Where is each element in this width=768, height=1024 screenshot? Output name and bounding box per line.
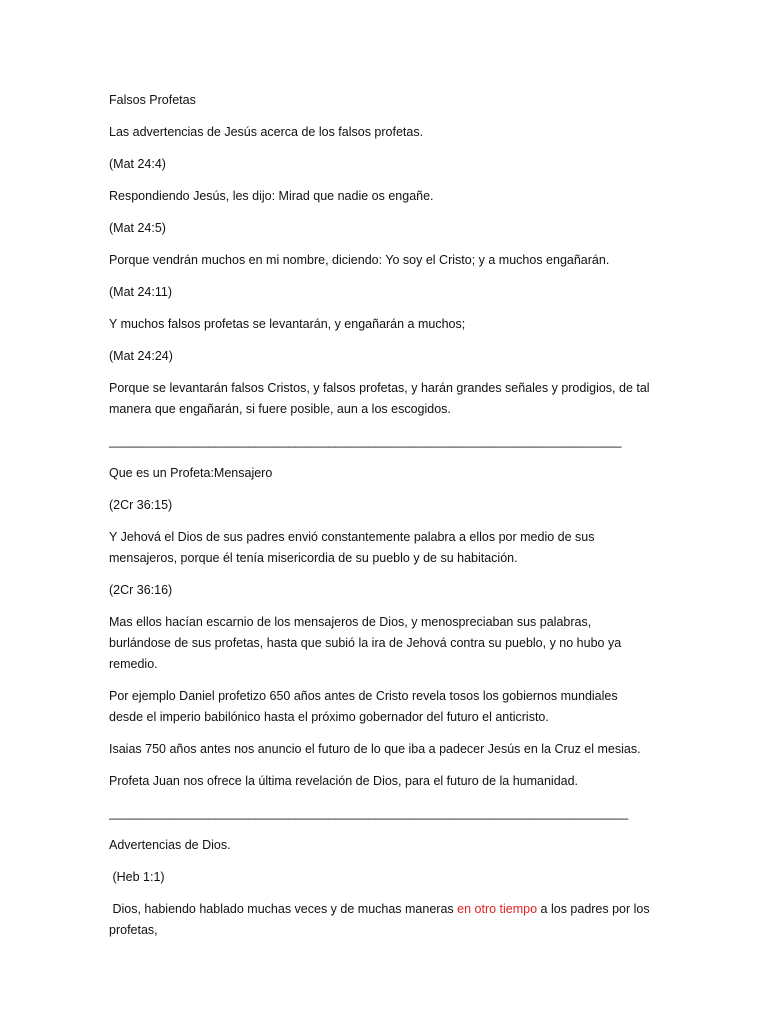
commentary-paragraph: Por ejemplo Daniel profetizo 650 años antes de Cristo revela tosos los gobiernos mundiales desde el imperio babilónico hasta el próximo gobernador del futuro el anticristo. — [109, 689, 618, 724]
verse-text: Y muchos falsos profetas se levantarán, y engañarán a muchos; — [109, 317, 466, 331]
document-body — [109, 90, 654, 952]
verse-reference: (2Cr 36:15) — [109, 498, 173, 512]
commentary-paragraph: Profeta Juan nos ofrece la última revelación de Dios, para el futuro de la humanidad. — [109, 774, 579, 788]
section-heading: Que es un Profeta:Mensajero — [109, 466, 273, 480]
verse-text — [109, 899, 654, 941]
verse-text: Porque se levantarán falsos Cristos, y falsos profetas, y harán grandes señales y prodigios, de tal manera que engañarán, si fuere posible, aun a los escogidos. — [109, 381, 650, 416]
verse-reference: (Heb 1:1) — [109, 870, 165, 884]
section-heading: Advertencias de Dios. — [109, 838, 231, 852]
verse-reference: (Mat 24:5) — [109, 221, 166, 235]
verse-reference: (Mat 24:11) — [109, 285, 172, 299]
verse-text: Y Jehová el Dios de sus padres envió constantemente palabra a ellos por medio de sus mensajeros, porque él tenía misericordia de su pueblo y de su habitación. — [109, 530, 595, 565]
verse-reference: (2Cr 36:16) — [109, 583, 173, 597]
highlighted-phrase: en otro tiempo — [457, 902, 538, 916]
divider-line: _____________________________________________________________________________ — [109, 434, 622, 448]
verse-text-end: a los padres por los profetas, — [109, 902, 654, 937]
paragraph-intro: Las advertencias de Jesús acerca de los falsos profetas. — [109, 125, 424, 139]
verse-text: Mas ellos hacían escarnio de los mensajeros de Dios, y menospreciaban sus palabras, burlándose de sus profetas, hasta que subió la ira de Jehová contra su pueblo, y no hubo ya remedio. — [109, 615, 622, 671]
verse-reference: (Mat 24:4) — [109, 157, 166, 171]
verse-text-start: Dios, habiendo hablado muchas veces y de muchas maneras — [109, 902, 458, 916]
divider-line: ______________________________________________________________________________ — [109, 806, 628, 820]
verse-text: Respondiendo Jesús, les dijo: Mirad que nadie os engañe. — [109, 189, 434, 203]
commentary-paragraph: Isaias 750 años antes nos anuncio el futuro de lo que iba a padecer Jesús en la Cruz el mesias. — [109, 742, 641, 756]
verse-text: Porque vendrán muchos en mi nombre, diciendo: Yo soy el Cristo; y a muchos engañarán. — [109, 253, 610, 267]
document-title: Falsos Profetas — [109, 93, 196, 107]
verse-reference: (Mat 24:24) — [109, 349, 173, 363]
